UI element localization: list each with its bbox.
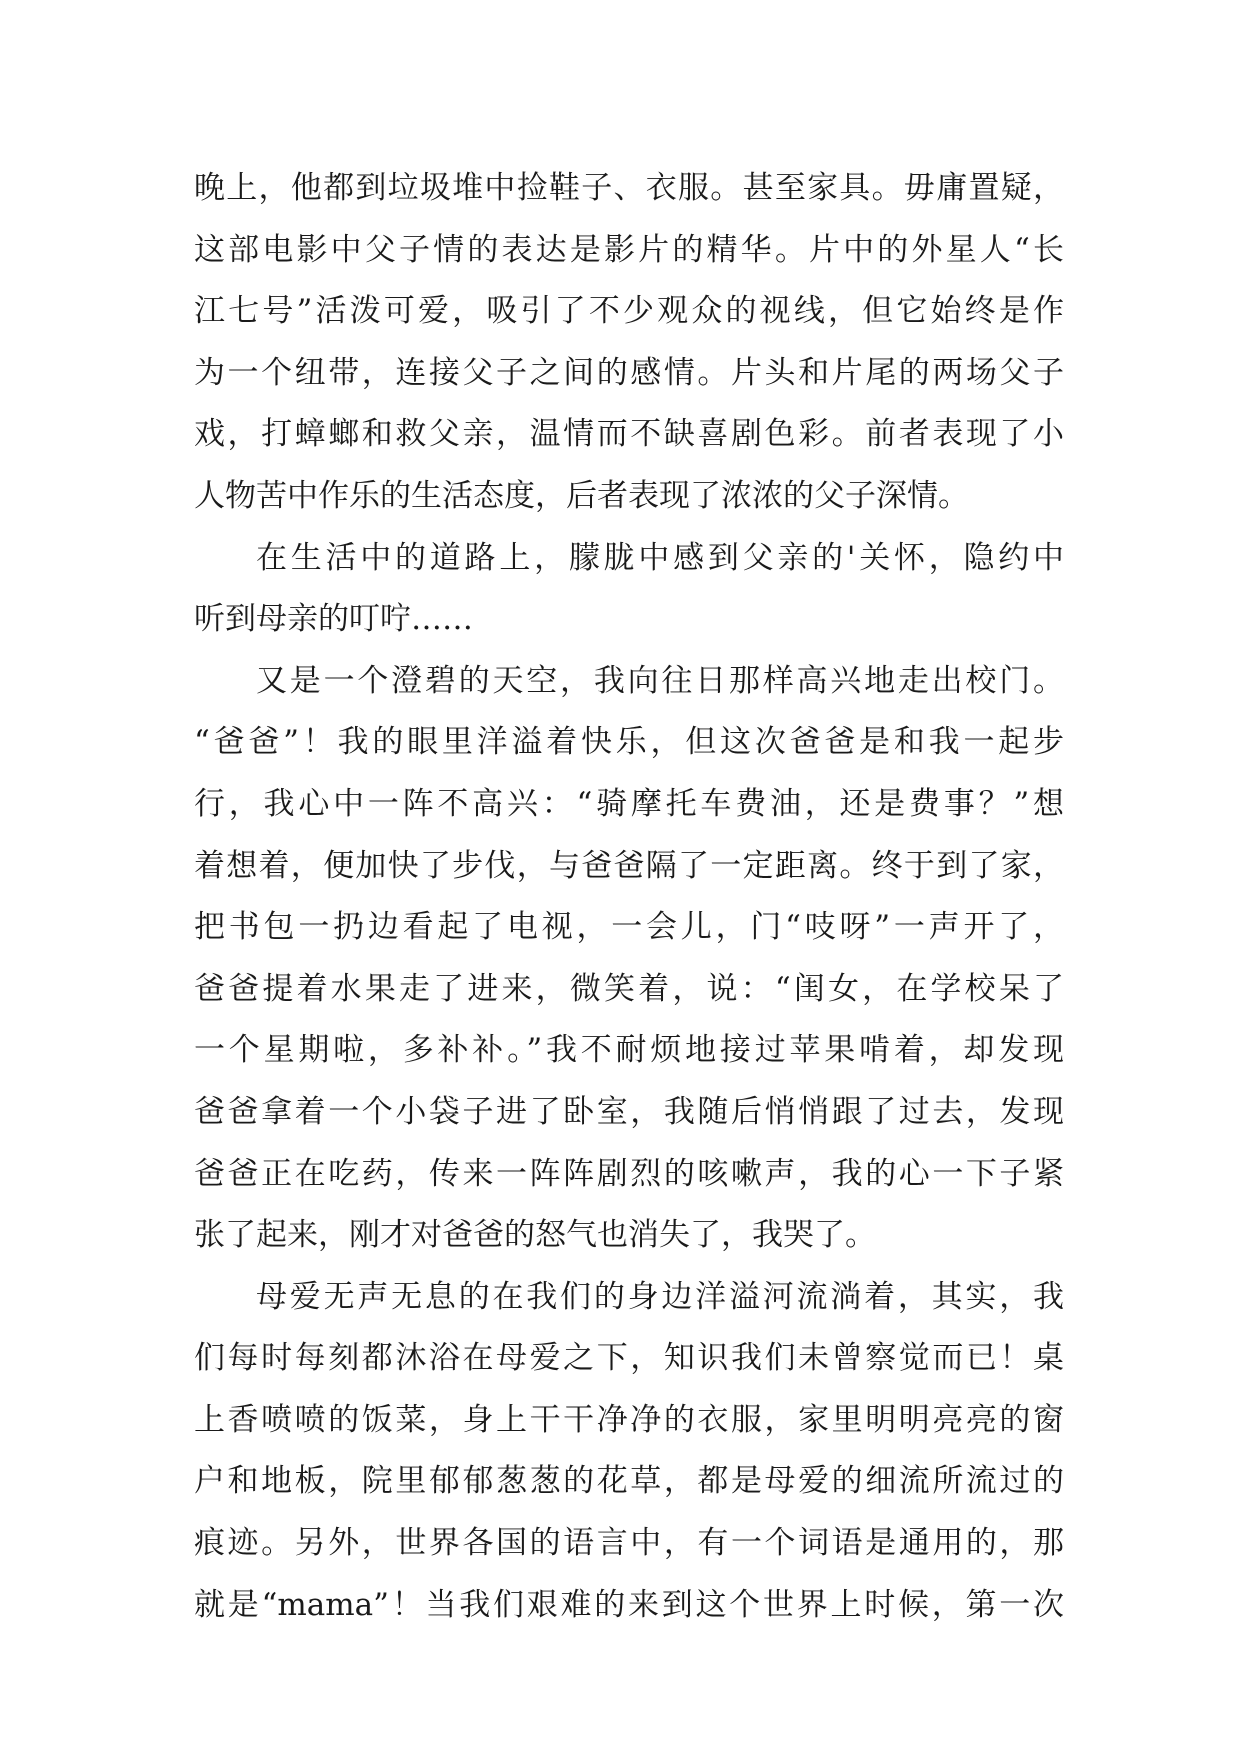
- body-text: [194, 158, 1064, 1636]
- text-line: 痕迹。另外，世界各国的语言中，有一个词语是通用的，那: [194, 1525, 1064, 1562]
- text-line: 户和地板，院里郁郁葱葱的花草，都是母爱的细流所流过的: [194, 1463, 1064, 1500]
- text-line: 把书包一扔边看起了电视，一会儿，门“吱呀”一声开了，: [194, 909, 1064, 946]
- text-line: 听到母亲的叮咛……: [194, 601, 473, 638]
- text-line: 们每时每刻都沐浴在母爱之下，知识我们未曾察觉而已！桌: [194, 1340, 1064, 1377]
- text-line: 张了起来，刚才对爸爸的怒气也消失了，我哭了。: [194, 1217, 876, 1254]
- paragraph: [194, 651, 1064, 1267]
- text-line: 爸爸拿着一个小袋子进了卧室，我随后悄悄跟了过去，发现: [194, 1093, 1064, 1130]
- text-line: 江七号”活泼可爱，吸引了不少观众的视线，但它始终是作: [194, 293, 1064, 330]
- text-line: “爸爸”！我的眼里洋溢着快乐，但这次爸爸是和我一起步: [194, 724, 1064, 761]
- text-line: 行，我心中一阵不高兴：“骑摩托车费油，还是费事？”想: [194, 785, 1064, 822]
- text-line: 着想着，便加快了步伐，与爸爸隔了一定距离。终于到了家，: [194, 847, 1064, 884]
- text-line: 爸爸正在吃药，传来一阵阵剧烈的咳嗽声，我的心一下子紧: [194, 1155, 1064, 1192]
- text-line: 上香喷喷的饭菜，身上干干净净的衣服，家里明明亮亮的窗: [194, 1401, 1064, 1438]
- text-line: 爸爸提着水果走了进来，微笑着，说：“闺女，在学校呆了: [194, 970, 1064, 1007]
- paragraph: [194, 158, 1064, 528]
- text-line: 这部电影中父子情的表达是影片的精华。片中的外星人“长: [194, 231, 1064, 268]
- text-line: 戏，打蟑螂和救父亲，温情而不缺喜剧色彩。前者表现了小: [194, 416, 1064, 453]
- text-line: 为一个纽带，连接父子之间的感情。片头和片尾的两场父子: [194, 354, 1064, 391]
- paragraph: [194, 1267, 1064, 1637]
- text-line: 人物苦中作乐的生活态度，后者表现了浓浓的父子深情。: [194, 477, 969, 514]
- text-line: 就是“mama”！当我们艰难的来到这个世界上时候，第一次: [194, 1586, 1064, 1623]
- text-line: 母爱无声无息的在我们的身边洋溢河流淌着，其实，我: [256, 1278, 1064, 1315]
- text-line: 晚上，他都到垃圾堆中捡鞋子、衣服。甚至家具。毋庸置疑，: [194, 170, 1064, 206]
- text-line: 在生活中的道路上，朦胧中感到父亲的'关怀，隐约中: [256, 539, 1064, 576]
- text-line: 又是一个澄碧的天空，我向往日那样高兴地走出校门。: [256, 662, 1064, 699]
- text-line: 一个星期啦，多补补。”我不耐烦地接过苹果啃着，却发现: [194, 1032, 1064, 1069]
- paragraph: [194, 528, 1064, 651]
